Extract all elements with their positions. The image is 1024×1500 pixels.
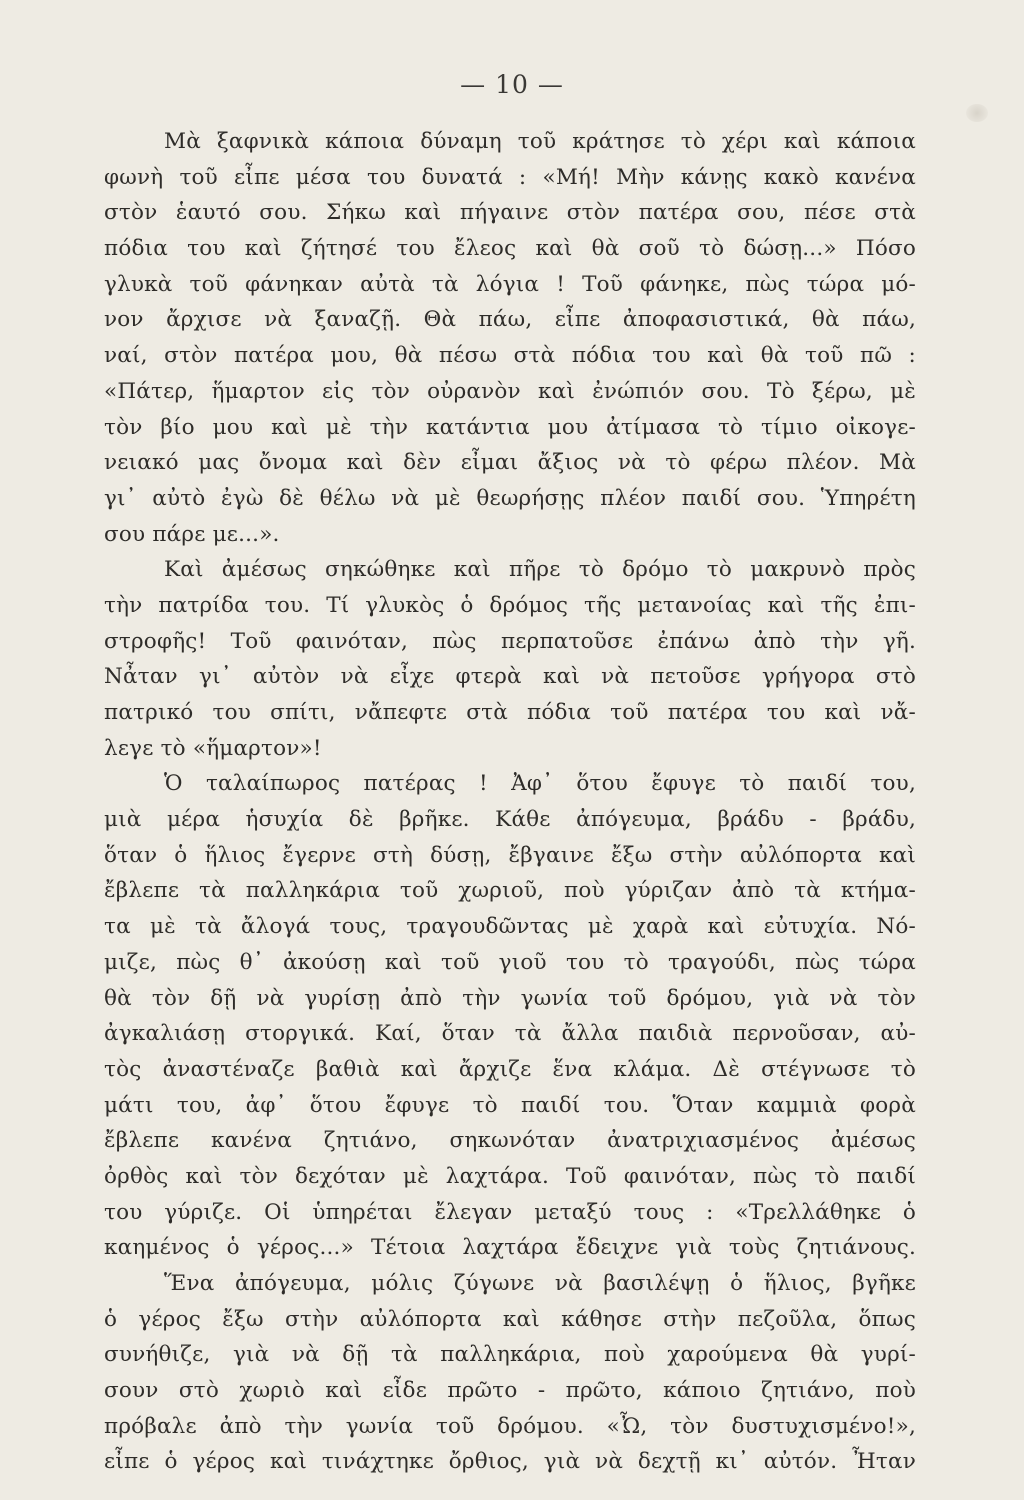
text-line: μιζε, πὼς θ᾿ ἀκούσῃ καὶ τοῦ γιοῦ του τὸ τραγούδι, πὼς τώρα (104, 949, 916, 975)
text-line: ἔβλεπε τὰ παλληκάρια τοῦ χωριοῦ, ποὺ γύριζαν ἀπὸ τὰ κτήμα- (104, 878, 916, 904)
text-line: στροφῆς! Τοῦ φαινόταν, πὼς περπατοῦσε ἐπάνω ἀπὸ τὴν γῆ. (104, 628, 916, 654)
text-line: σουν στὸ χωριὸ καὶ εἶδε πρῶτο - πρῶτο, κάποιο ζητιάνο, ποὺ (104, 1378, 916, 1404)
text-line: συνήθιζε, γιὰ νὰ δῇ τὰ παλληκάρια, ποὺ χαρούμενα θὰ γυρί- (104, 1342, 916, 1368)
text-line: γι᾿ αὐτὸ ἐγὼ δὲ θέλω νὰ μὲ θεωρήσῃς πλέον παιδί σου. Ὑπηρέτη (104, 485, 916, 511)
text-line: πόδια του καὶ ζήτησέ του ἔλεος καὶ θὰ σοῦ τὸ δώσῃ...» Πόσο (104, 236, 916, 262)
text-line: Νἆταν γι᾿ αὐτὸν νὰ εἶχε φτερὰ καὶ νὰ πετοῦσε γρήγορα στὸ (104, 664, 916, 690)
text-line: νον ἄρχισε νὰ ξαναζῇ. Θὰ πάω, εἶπε ἀποφασιστικά, θὰ πάω, (104, 307, 916, 333)
text-line: γλυκὰ τοῦ φάνηκαν αὐτὰ τὰ λόγια ! Τοῦ φάνηκε, πὼς τώρα μό- (104, 271, 916, 297)
text-line: φωνὴ τοῦ εἶπε μέσα του δυνατά : «Μή! Μὴν κάνῃς κακὸ κανένα (104, 164, 916, 190)
text-line: «Πάτερ, ἥμαρτον εἰς τὸν οὐρανὸν καὶ ἐνώπιόν σου. Τὸ ξέρω, μὲ (104, 378, 916, 404)
text-line: μάτι του, ἀφ᾿ ὅτου ἔφυγε τὸ παιδί του. Ὅταν καμμιὰ φορὰ (104, 1092, 916, 1118)
text-line: ὅταν ὁ ἥλιος ἔγερνε στὴ δύσῃ, ἔβγαινε ἔξω στὴν αὐλόπορτα καὶ (104, 842, 916, 868)
text-line: νειακό μας ὄνομα καὶ δὲν εἶμαι ἄξιος νὰ τὸ φέρω πλέον. Μὰ (104, 450, 916, 476)
text-line: θὰ τὸν δῇ νὰ γυρίσῃ ἀπὸ τὴν γωνία τοῦ δρόμου, γιὰ νὰ τὸν (104, 985, 916, 1011)
text-line: μιὰ μέρα ἡσυχία δὲ βρῆκε. Κάθε ἀπόγευμα, βράδυ - βράδυ, (104, 807, 916, 833)
text-line: ναί, στὸν πατέρα μου, θὰ πέσω στὰ πόδια του καὶ θὰ τοῦ πῶ : (104, 343, 916, 369)
text-line: Καὶ ἀμέσως σηκώθηκε καὶ πῆρε τὸ δρόμο τὸ μακρυνὸ πρὸς (164, 557, 916, 583)
text-line: σου πάρε με...». (104, 521, 280, 547)
text-line: του γύριζε. Οἱ ὑπηρέται ἔλεγαν μεταξύ τους : «Τρελλάθηκε ὁ (104, 1199, 916, 1225)
text-line: Μὰ ξαφνικὰ κάποια δύναμη τοῦ κράτησε τὸ χέρι καὶ κάποια (164, 129, 916, 154)
page-number: — 10 — (460, 70, 564, 99)
text-line: ὀρθὸς καὶ τὸν δεχόταν μὲ λαχτάρα. Τοῦ φαινόταν, πὼς τὸ παιδί (104, 1163, 916, 1189)
paper-smudge (966, 104, 988, 122)
text-line: Ἕνα ἀπόγευμα, μόλις ζύγωνε νὰ βασιλέψῃ ὁ ἥλιος, βγῆκε (164, 1271, 916, 1296)
body-text (104, 124, 916, 1480)
text-line: καημένος ὁ γέρος...» Τέτοια λαχτάρα ἔδειχνε γιὰ τοὺς ζητιάνους. (104, 1235, 916, 1261)
text-line: τὴν πατρίδα του. Τί γλυκὸς ὁ δρόμος τῆς μετανοίας καὶ τῆς ἐπι- (104, 592, 916, 618)
text-line: στὸν ἑαυτό σου. Σήκω καὶ πήγαινε στὸν πατέρα σου, πέσε στὰ (104, 200, 916, 226)
text-line: πρόβαλε ἀπὸ τὴν γωνία τοῦ δρόμου. «Ὦ, τὸν δυστυχισμένο!», (104, 1413, 916, 1439)
text-line: τα μὲ τὰ ἄλογά τους, τραγουδῶντας μὲ χαρὰ καὶ εὐτυχία. Νό- (104, 914, 916, 940)
text-line: λεγε τὸ «ἥμαρτον»! (104, 735, 322, 761)
text-line: ἔβλεπε κανένα ζητιάνο, σηκωνόταν ἀνατριχιασμένος ἀμέσως (104, 1128, 916, 1154)
text-line: ἀγκαλιάσῃ στοργικά. Καί, ὅταν τὰ ἄλλα παιδιὰ περνοῦσαν, αὐ- (104, 1021, 916, 1047)
text-line: τὸς ἀναστέναζε βαθιὰ καὶ ἄρχιζε ἕνα κλάμα. Δὲ στέγνωσε τὸ (104, 1056, 916, 1082)
text-line: ὁ γέρος ἔξω στὴν αὐλόπορτα καὶ κάθησε στὴν πεζοῦλα, ὅπως (104, 1306, 916, 1332)
text-line: Ὁ ταλαίπωρος πατέρας ! Ἀφ᾿ ὅτου ἔφυγε τὸ παιδί του, (164, 771, 916, 797)
text-line: πατρικό του σπίτι, νἄπεφτε στὰ πόδια τοῦ πατέρα του καὶ νἄ- (104, 700, 916, 725)
text-line: τὸν βίο μου καὶ μὲ τὴν κατάντια μου ἀτίμασα τὸ τίμιο οἰκογε- (104, 414, 916, 440)
text-line: εἶπε ὁ γέρος καὶ τινάχτηκε ὄρθιος, γιὰ νὰ δεχτῇ κι᾿ αὐτόν. Ἦταν (104, 1449, 916, 1475)
